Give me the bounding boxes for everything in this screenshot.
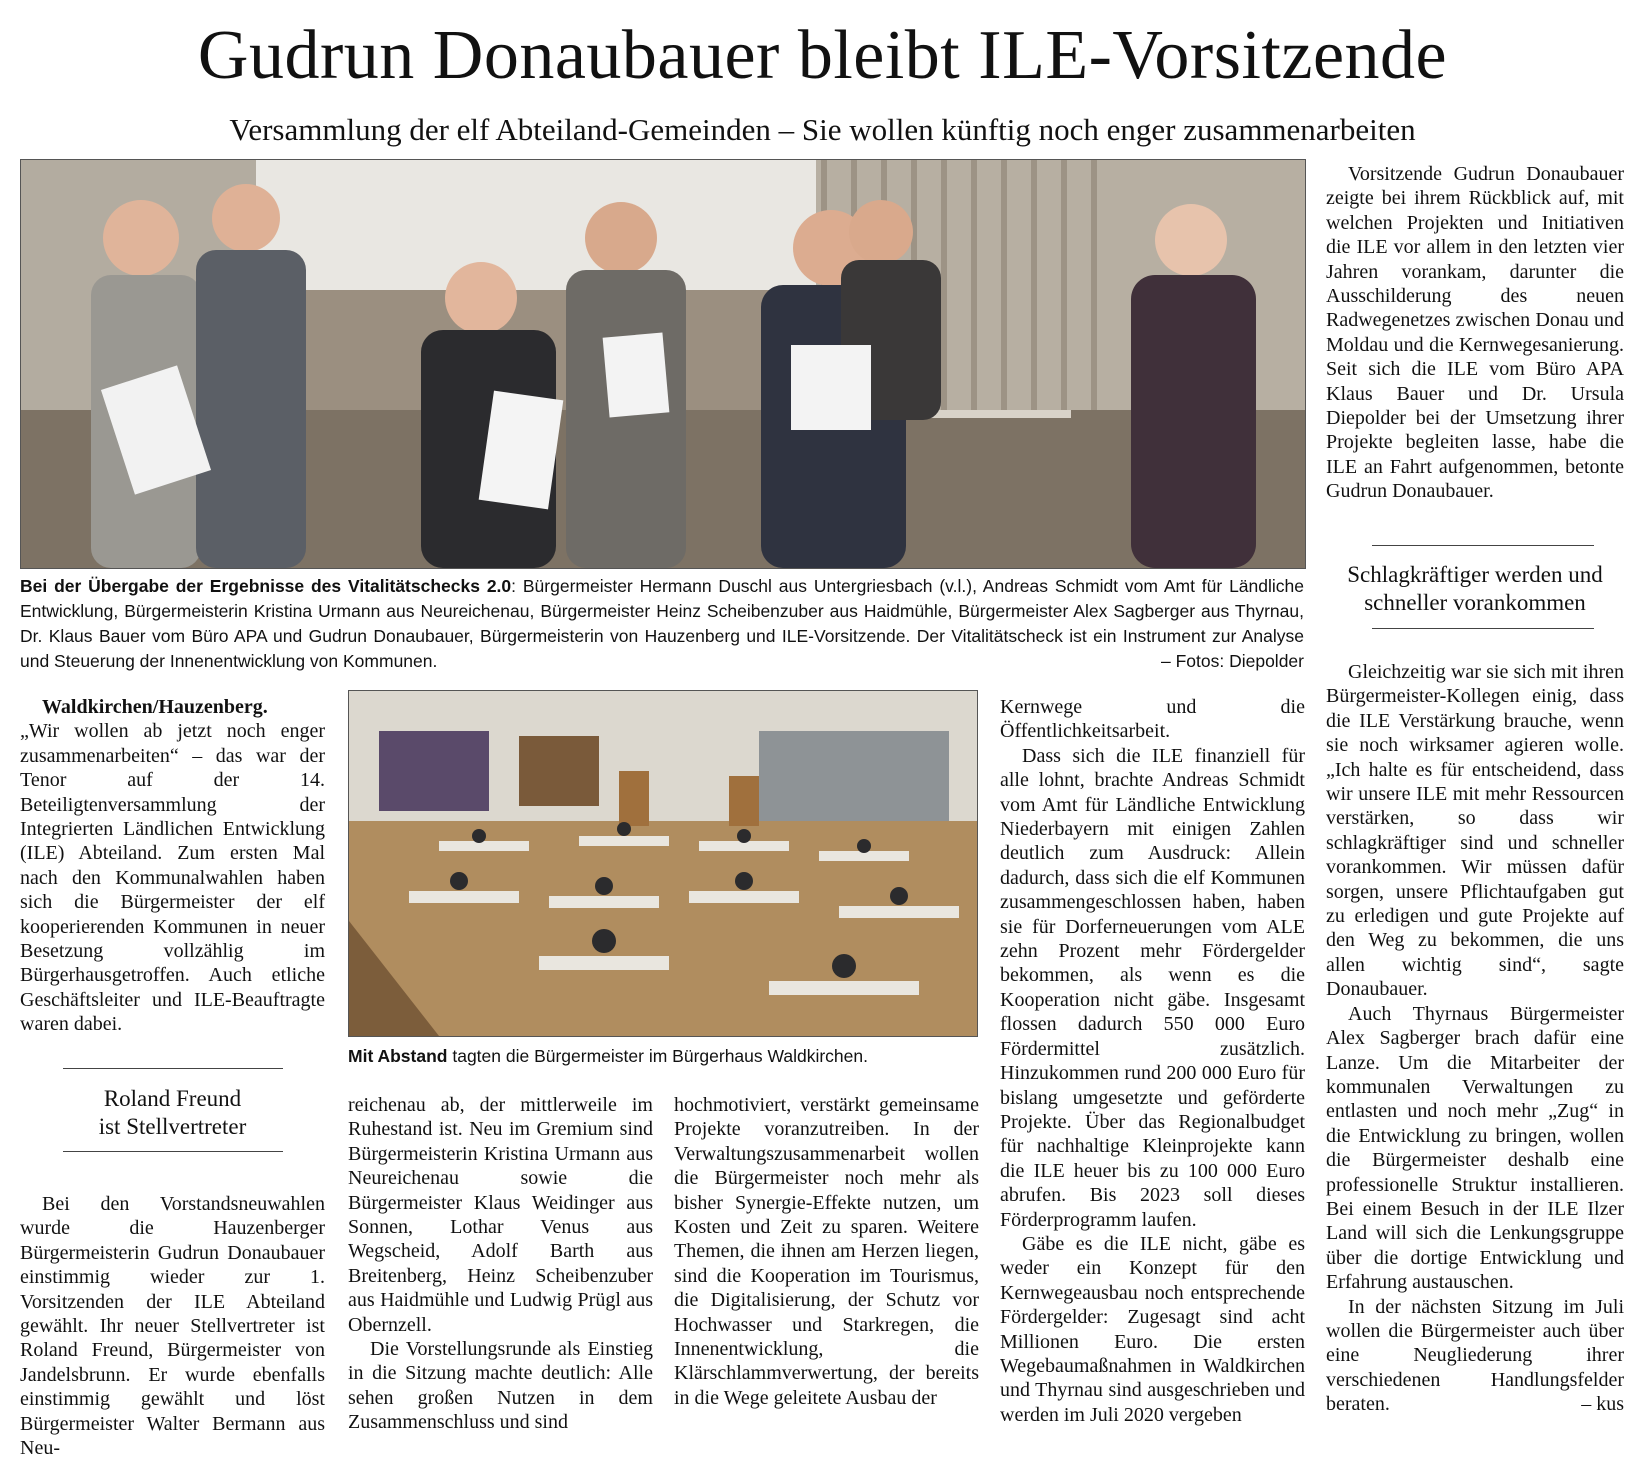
col5-paragraph-4 bbox=[1326, 1295, 1624, 1417]
group-photo-caption-lead: Bei der Übergabe der Ergebnisse des Vitalitätschecks 2.0 bbox=[20, 576, 512, 596]
divider bbox=[1372, 545, 1594, 546]
author-signoff: – kus bbox=[1581, 1393, 1624, 1416]
col4-paragraph-3: Gäbe es die ILE nicht, gäbe es weder ein Konzept für den Kernwegeausbau noch entsprechende Fördergelder: Zugesagt sind acht Millionen Euro. Die ersten Wegebaumaßnahmen in Waldkirchen und Thyrnau sind ausgeschrieben und werden im Juli 2020 vergeben bbox=[1000, 1232, 1305, 1426]
subhead-line-1: Roland Freund bbox=[103, 1086, 242, 1111]
divider bbox=[63, 1068, 283, 1069]
subhead-roland-freund bbox=[20, 1085, 325, 1141]
subhead-line-1: Schlagkräftiger werden und bbox=[1347, 562, 1603, 587]
col5-paragraph-1: Vorsitzende Gudrun Donaubauer zeigte bei ihrem Rückblick auf, mit welchen Projekten und Initiativen die ILE vor allem in den letzten vier Jahren vorankam, darunter die Ausschilderung des neuen Radwegenetzes zwischen Donau und Moldau und die Kernwegesanierung. Seit sich die ILE vom Büro APA Klaus Bauer und Dr. Ursula Diepolder bei der Umsetzung ihrer Projekte begleiten lasse, habe die ILE an Fahrt aufgenommen, betonte Gudrun Donaubauer. bbox=[1326, 163, 1624, 503]
col1-paragraph-2: Bei den Vorstandsneuwahlen wurde die Hauzenberger Bürgermeisterin Gudrun Donaubauer einstimmig wieder zur 1. Vorsitzenden der ILE Abteiland gewählt. Ihr neuer Stellvertreter ist Roland Freund, Bürgermeister von Jandelsbrunn. Er wurde ebenfalls einstimmig gewählt und löst Bürgermeister Walter Bermann aus Neu- bbox=[20, 1193, 325, 1460]
col2-paragraph-1: reichenau ab, der mittlerweile im Ruhestand ist. Neu im Gremium sind Bürgermeisterin Kristina Urmann aus Neureichenau sowie die Bürgermeister Klaus Weidinger aus Sonnen, Lothar Venus aus Wegscheid, Adolf Barth aus Breitenberg, Heinz Scheibenzuber aus Haidmühle und Ludwig Prügl aus Obernzell. bbox=[348, 1094, 653, 1336]
col1-intro: „Wir wollen ab jetzt noch enger zusammenarbeiten“ – das war der Tenor auf der 14. Beteiligtenversammlung der Integrierten Ländlichen Entwicklung (ILE) Abteiland. Zum ersten Mal nach den Kommunalwahlen haben sich die Bürgermeister der elf kooperierenden Kommunen in neuer Besetzung vollzählig im Bürgerhausgetroffen. Auch etliche Geschäftsleiter und ILE-Beauftragte waren dabei. bbox=[20, 720, 325, 1036]
column-5-bottom bbox=[1326, 660, 1624, 1417]
column-4 bbox=[1000, 695, 1305, 1427]
col2-paragraph-2: Die Vorstellungsrunde als Einstieg in die Sitzung machte deutlich: Alle sehen großen Nutzen in dem Zusammenschluss und sind bbox=[348, 1338, 653, 1434]
group-photo-caption bbox=[20, 574, 1304, 674]
column-1-top bbox=[20, 695, 325, 1037]
col5-paragraph-3: Auch Thyrnaus Bürgermeister Alex Sagberger brach dafür eine Lanze. Um die Mitarbeiter der kommunalen Verwaltungen zu entlasten und noch mehr „Zug“ in die Entwicklung zu bringen, wollen die Bürgermeister deshalb eine professionelle Struktur installieren. Bei einem Besuch in der ILE Ilzer Land will sich die Lenkungsgruppe über die dortige Entwicklung und Erfahrung austauschen. bbox=[1326, 1002, 1624, 1294]
col5-paragraph-4-text: In der nächsten Sitzung im Juli wollen die Bürgermeister auch über eine Neugliederung ihrer verschiedenen Handlungsfelder beraten. bbox=[1326, 1295, 1624, 1416]
subhead-line-2: schneller vorankommen bbox=[1364, 590, 1586, 615]
hall-photo-illustration bbox=[349, 691, 977, 1036]
column-3 bbox=[674, 1093, 979, 1410]
group-photo bbox=[20, 159, 1306, 569]
subhead-line-2: ist Stellvertreter bbox=[98, 1114, 247, 1139]
hall-photo-caption-text: tagten die Bürgermeister im Bürgerhaus Waldkirchen. bbox=[447, 1046, 868, 1066]
photo-credit: – Fotos: Diepolder bbox=[1161, 651, 1304, 671]
col3-paragraph-1: hochmotiviert, verstärkt gemeinsame Projekte voranzutreiben. In der Verwaltungszusammenarbeit wollen die Bürgermeister noch mehr als bisher Synergie-Effekte nutzen, um Kosten und Zeit zu sparen. Weitere Themen, die ihnen am Herzen liegen, sind die Kooperation im Tourismus, die Digitalisierung, der Schutz vor Hochwasser und Starkregen, die Innenentwicklung, die Klärschlammverwertung, der bereits in die Wege geleitete Ausbau der bbox=[674, 1094, 979, 1409]
headline: Gudrun Donaubauer bleibt ILE-Vorsitzende bbox=[197, 17, 1448, 94]
hall-photo bbox=[348, 690, 978, 1037]
column-1-bottom bbox=[20, 1192, 325, 1460]
col4-paragraph-1: Kernwege und die Öffentlichkeitsarbeit. bbox=[1000, 696, 1305, 743]
group-photo-caption-text: : Bürgermeister Hermann Duschl aus Untergriesbach (v.l.), Andreas Schmidt vom Amt für Ländliche Entwicklung, Bürgermeisterin Kristina Urmann aus Neureichenau, Bürgermeister Heinz Scheibenzuber aus Haidmühle, Bürgermeister Alex Sagberger aus Thyrnau, Dr. Klaus Bauer vom Büro APA und Gudrun Donaubauer, Bürgermeisterin von Hauzenberg und ILE-Vorsitzende. Der Vitalitätscheck ist ein Instrument zur Analyse und Steuerung der Innenentwicklung von Kommunen. bbox=[20, 576, 1304, 671]
divider bbox=[63, 1151, 283, 1152]
col5-paragraph-2: Gleichzeitig war sie sich mit ihren Bürgermeister-Kollegen einig, dass die ILE Verstärkung brauche, wenn sie noch wirksamer agieren wolle. „Ich halte es für entscheidend, dass wir unsere ILE mit mehr Ressourcen verstärken, so dass wir schlagkräftiger sind und schneller vorankommen. Wir müssen dafür sorgen, unsere Pflichtaufgaben gut zu erledigen und gute Projekte auf den Weg zu bekommen, die uns allen wichtig sind“, sagte Donaubauer. bbox=[1326, 661, 1624, 1001]
dateline: Waldkirchen/Hauzenberg. bbox=[42, 696, 268, 718]
column-5-top bbox=[1326, 162, 1624, 504]
column-2 bbox=[348, 1093, 653, 1435]
hall-photo-caption bbox=[348, 1044, 976, 1069]
group-photo-illustration bbox=[21, 160, 1305, 568]
subheadline: Versammlung der elf Abteiland-Gemeinden – Sie wollen künftig noch enger zusammenarbeiten bbox=[229, 112, 1416, 147]
subhead-schlagkraeftiger bbox=[1326, 561, 1624, 617]
divider bbox=[1372, 628, 1594, 629]
col4-paragraph-2: Dass sich die ILE finanziell für alle lohnt, brachte Andreas Schmidt vom Amt für Ländliche Entwicklung Niederbayern mit einigen Zahlen deutlich zum Ausdruck: Allein dadurch, dass sich die elf Kommunen zusammengeschlossen haben, haben sie für Dorferneuerungen vom ALE zehn Prozent mehr Fördergelder bekommen, als wenn es die Kooperation nicht gäbe. Insgesamt flossen dadurch 550 000 Euro Fördermittel zusätzlich. Hinzukommen rund 200 000 Euro für bislang umgesetzte und geförderte Projekte. Über das Regionalbudget für nachhaltige Kleinprojekte kann die ILE heuer bis zu 100 000 Euro abrufen. Bis 2023 soll dieses Förderprogramm laufen. bbox=[1000, 744, 1305, 1231]
hall-photo-caption-lead: Mit Abstand bbox=[348, 1046, 448, 1066]
